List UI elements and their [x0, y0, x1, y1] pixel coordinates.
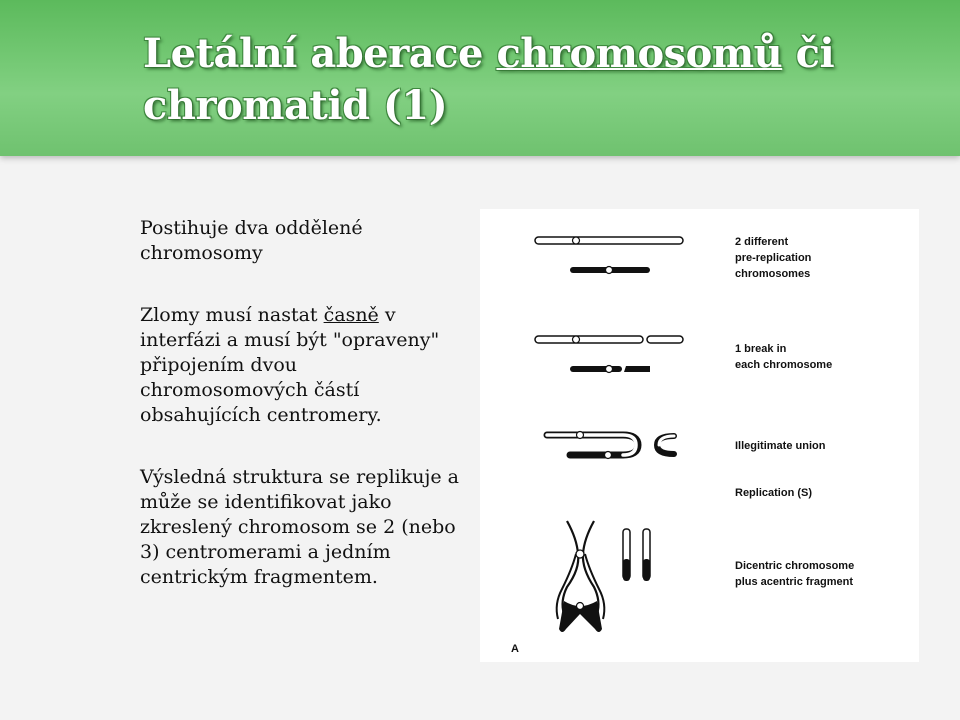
stage2-light-centromere	[573, 336, 580, 343]
slide-title	[143, 28, 923, 132]
stage2-dark-right	[624, 366, 650, 372]
bullet-2-text-before: Zlomy musí nastat	[140, 304, 324, 326]
stage2-dark-centromere	[606, 366, 613, 373]
stage1-chromosomes	[535, 237, 683, 274]
bullet-3: Výsledná struktura se replikuje a může se identifikovat jako zkreslený chromosom se 2 (nebo 3) centromerami a jedním centrickým fragmentem.	[140, 466, 459, 588]
stage2-light-right	[647, 336, 683, 343]
title-bar	[0, 0, 960, 156]
stage2-broken-chromosomes	[535, 336, 683, 373]
figure-label-break: 1 break in each chromosome	[735, 343, 833, 371]
figure-label-replication: Replication (S)	[735, 487, 813, 499]
figure-panel-letter: A	[511, 643, 519, 655]
figure-label-dicentric: Dicentric chromosome plus acentric fragment	[735, 560, 855, 588]
chromosome-figure	[480, 209, 919, 662]
title-link[interactable]: chromosomů	[496, 30, 783, 77]
stage2-light-left	[535, 336, 643, 343]
bullet-2-underlined: časně	[323, 304, 379, 326]
stage1-light-centromere	[573, 237, 580, 244]
stage2-dark-left	[570, 366, 622, 372]
bullet-2-text-after: v interfázi a musí být "opraveny" připojením dvou chromosomových částí obsahujících centromery.	[140, 304, 440, 426]
bullet-2	[140, 303, 460, 428]
title-part1: Letální aberace	[143, 30, 497, 77]
stage1-light-chromosome	[535, 237, 683, 244]
title-part2: či chromatid (1)	[143, 30, 835, 129]
stage5-acentric-fragment	[623, 529, 650, 581]
stage5-dicentric	[557, 521, 605, 632]
bullet-list	[140, 216, 460, 627]
stage1-dark-centromere	[606, 267, 613, 274]
bullet-1: Postihuje dva oddělené chromosomy	[140, 217, 363, 264]
stage3-union	[547, 432, 674, 459]
chromosome-diagram	[480, 209, 919, 662]
stage3-centromere-2	[605, 452, 612, 459]
figure-label-pre-replication: 2 different pre-replication chromosomes	[735, 236, 812, 280]
figure-label-illegitimate-union: Illegitimate union	[735, 440, 826, 452]
stage3-centromere-1	[577, 432, 584, 439]
